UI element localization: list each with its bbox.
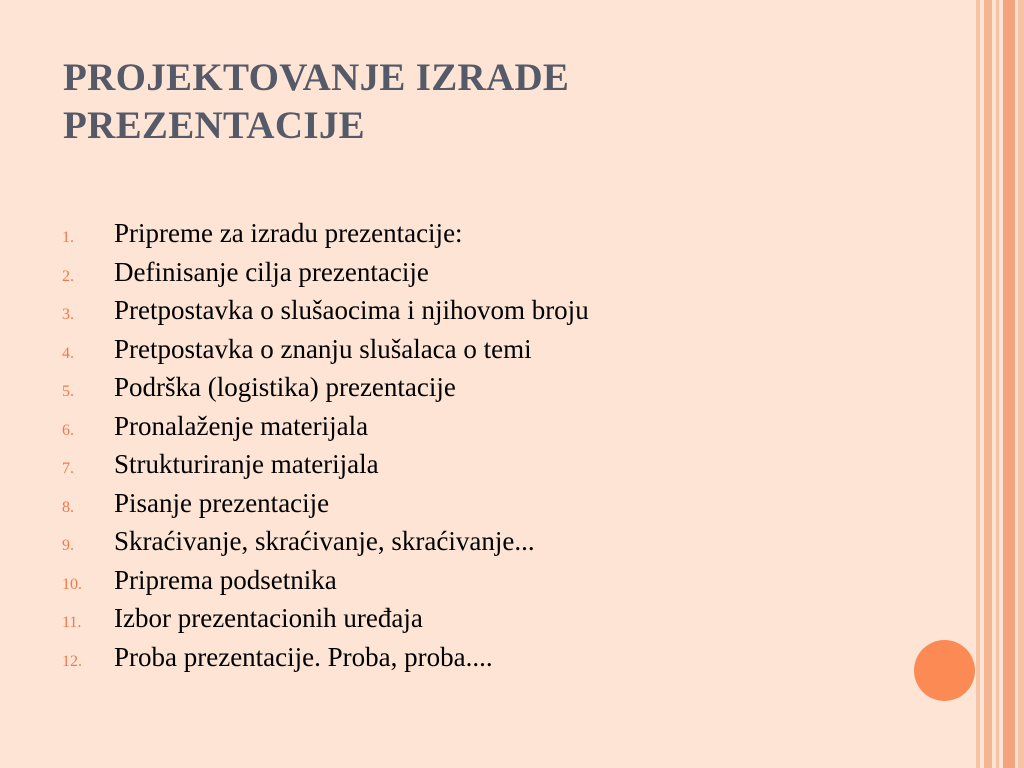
list-item-number: 3. — [62, 306, 74, 323]
list-item-text: Pisanje prezentacije — [114, 487, 330, 518]
list-item-number: 1. — [62, 229, 74, 246]
list-item-text: Priprema podsetnika — [114, 564, 337, 595]
decorative-band — [984, 0, 992, 768]
list-item — [62, 218, 922, 257]
list-item-text: Proba prezentacije. Proba, proba.... — [114, 641, 493, 672]
list-item — [62, 257, 922, 296]
decorative-band — [996, 0, 999, 768]
list-item-number: 9. — [62, 537, 74, 554]
list-item-text: Pretpostavka o znanju slušalaca o temi — [114, 333, 532, 364]
list-item — [62, 334, 922, 373]
decorative-band — [976, 0, 980, 768]
list-item-number: 7. — [62, 460, 74, 477]
slide-title-line-2: PREZENTACIJE — [63, 104, 365, 147]
list-item-number: 5. — [62, 383, 74, 400]
list-item-number: 4. — [62, 344, 74, 362]
list-item-number: 11. — [62, 614, 82, 631]
list-item-text: Pretpostavka o slušaocima i njihovom broju — [114, 295, 589, 325]
list-item-text: Strukturiranje materijala — [114, 449, 379, 479]
list-item-number: 2. — [62, 267, 74, 285]
list-item-text: Definisanje cilja prezentacije — [114, 256, 429, 287]
slide-title — [63, 54, 943, 150]
list-item-text: Pripreme za izradu prezentacije: — [114, 218, 463, 248]
list-item — [62, 295, 922, 334]
list-item-number: 10. — [62, 575, 82, 593]
list-item-text: Pronalaženje materijala — [114, 410, 369, 441]
list-item — [62, 565, 922, 604]
list-item — [62, 449, 922, 488]
list-item — [62, 642, 922, 681]
numbered-list — [62, 218, 922, 680]
list-item — [62, 603, 922, 642]
list-item-text: Podrška (logistika) prezentacije — [114, 372, 456, 402]
list-item-number: 6. — [62, 421, 74, 439]
list-item — [62, 526, 922, 565]
slide-title-line-1: PROJEKTOVANJE IZRADE — [63, 56, 570, 99]
list-item-number: 12. — [62, 652, 82, 670]
list-item-text: Skraćivanje, skraćivanje, skraćivanje... — [114, 526, 535, 556]
list-item — [62, 411, 922, 450]
list-item — [62, 488, 922, 527]
list-item — [62, 372, 922, 411]
decorative-band — [1003, 0, 1015, 768]
decorative-band — [1018, 0, 1024, 768]
accent-circle — [914, 640, 975, 701]
list-item-number: 8. — [62, 498, 74, 516]
list-item-text: Izbor prezentacionih uređaja — [114, 603, 423, 633]
